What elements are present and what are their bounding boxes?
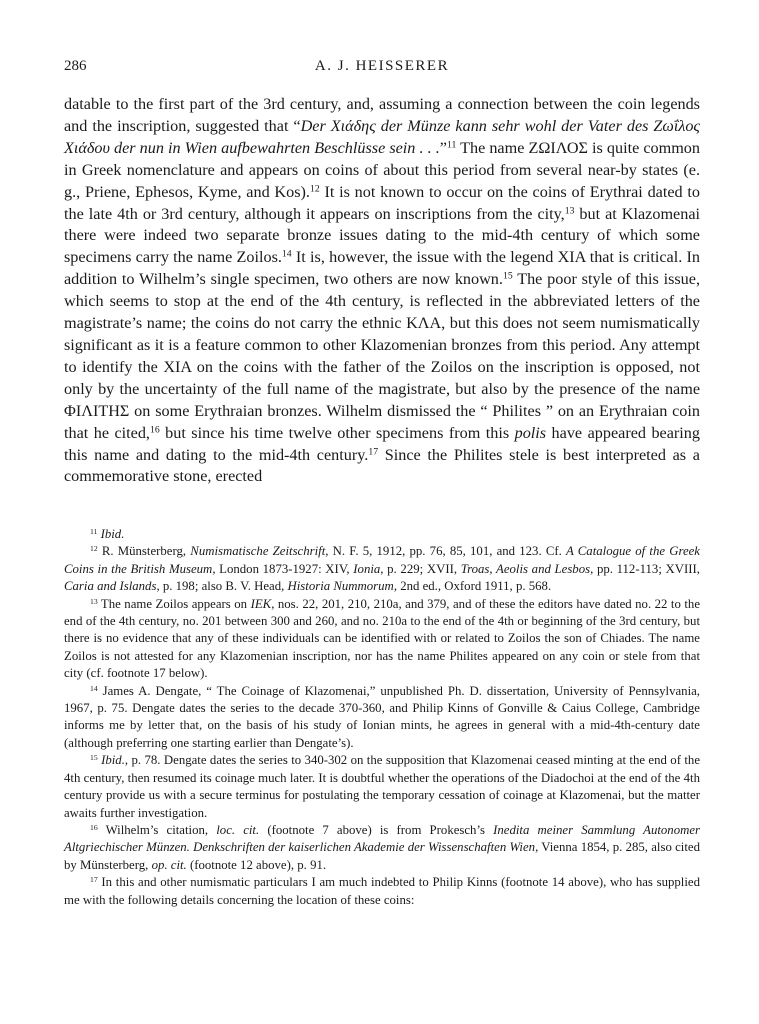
citation-title: Historia Nummorum (287, 579, 394, 594)
citation-title: IEK (250, 596, 272, 611)
citation-title: loc. cit. (216, 822, 260, 837)
text-run: It is not known to occur on the coins of Erythrai dated to the late 4th or 3rd century, although it appears on inscriptions from the city, (64, 182, 700, 223)
text-run: but at Klazomenai there were indeed two separate bronze issues dating to the mid-4th century of which some specimens carry the name Zoilos. (64, 204, 701, 267)
footnote-14 (64, 683, 700, 753)
footnote-text: , Vienna 1854, p. 285, also cited by Münsterberg, (64, 840, 700, 872)
german-quotation: Der Χιάδης der Münze kann sehr wohl der Vater des Ζωΐλος Χιάδου der nun in Wien aufbewahrten Beschlüsse sein . . . (64, 116, 701, 157)
footnote-text: James A. Dengate, “ The Coinage of Klazomenai,” unpublished Ph. D. dissertation, University of Pennsylvania, 1967, p. 75. Dengate dates the series to the decade 370-360, and Philip Kinns of Gonville & Caius College, Cambridge informs me by letter that, on the basis of his study of Ionian mints, he agrees in general with a mid-4th-century date (although preferring one starting earlier than Dengate’s). (64, 683, 700, 750)
footnote-number: 17 (90, 874, 98, 884)
body-paragraph (64, 94, 700, 488)
footnote-ref-17[interactable]: 17 (368, 446, 379, 458)
footnote-text: , nos. 22, 201, 210, 210a, and 379, and of these the editors have dated no. 22 to the end of the 4th century, no. 201 between 300 and 260, and no. 210a to the end of the 4th or beginning of the 3rd century, but there is no evidence that any of these individuals can be identified with or related to Zoilos the son of Chiades. The name Zoilos is not attested for any Klazomenian inscription, nor has the name Philites appeared on any coin or stele from that city (cf. footnote 17 below). (64, 596, 701, 681)
text-run: The name ΖΩΙΛΟΣ is quite common in Greek nomenclature and appears on coins of about this period from several near-by states (e. g., Priene, Ephesos, Kyme, and Kos). (64, 138, 700, 201)
text-run: but since his time twelve other specimens from this (159, 423, 515, 442)
footnote-text: , p. 78. Dengate dates the series to 340-302 on the supposition that Klazomenai ceased minting at the end of the 4th century, then resumed its coinage much later. It is doubtful whether the operations of the Diadochoi at the end of the 4th century provide us with a secure terminus for postulating the temporary cessation of coinage at Klazomenai, but the matter awaits further investigation. (64, 753, 701, 820)
italic-term: polis (514, 423, 547, 442)
footnote-12 (64, 543, 700, 595)
footnote-text: In this and other numismatic particulars I am much indebted to Philip Kinns (footnote 14 above), who has supplied me with the following details concerning the location of these coins: (64, 875, 700, 907)
footnote-number: 16 (90, 822, 98, 832)
footnote-text: Ibid. (100, 527, 125, 541)
running-head: A. J. HEISSERER (314, 58, 450, 74)
citation-title: Troas, Aeolis and Lesbos (460, 561, 591, 576)
footnote-ref-12[interactable]: 12 (309, 183, 320, 195)
footnote-ref-16[interactable]: 16 (149, 424, 160, 436)
footnote-13 (64, 596, 700, 683)
footnote-16 (64, 822, 700, 874)
citation-title: op. cit. (151, 857, 187, 872)
footnote-text: , pp. 112-113; XVIII, (590, 561, 700, 576)
footnote-ref-13[interactable]: 13 (564, 205, 575, 217)
footnote-text: , p. 198; also B. V. Head, (156, 579, 288, 594)
footnote-15 (64, 752, 700, 822)
text-run: have appeared bearing this name and dating to the mid-4th century. (64, 423, 700, 464)
footnote-number: 11 (90, 526, 98, 536)
footnote-number: 14 (90, 683, 98, 693)
footnote-ref-15[interactable]: 15 (502, 270, 513, 282)
page-number: 286 (64, 58, 87, 74)
footnotes-section (64, 526, 700, 909)
footnote-number: 12 (90, 544, 98, 554)
footnote-text: (footnote 7 above) is from Prokesch’s (259, 822, 494, 837)
footnote-number: 13 (90, 596, 98, 606)
footnote-text: , 2nd ed., Oxford 1911, p. 568. (393, 579, 552, 594)
footnote-text: , p. 229; XVII, (380, 561, 461, 576)
text-run: Since the Philites stele is best interpreted as a commemorative stone, erected (64, 445, 700, 486)
footnote-number: 15 (90, 753, 98, 763)
footnote-text: The name Zoilos appears on (97, 596, 251, 611)
footnote-text: R. Münsterberg, (97, 544, 191, 559)
footnote-ref-14[interactable]: 14 (281, 249, 292, 260)
text-run: ” (439, 138, 447, 157)
citation-title: Ionia (353, 561, 381, 576)
text-run: The poor style of this issue, which seems to stop at the end of the 4th century, is reflected in the abbreviated letters of the magistrate’s name; the coins do not carry the ethnic ΚΛΑ, but this does not seem numismatically significant as it is a feature common to other Klazomenian bronzes from this period. Any attempt to identify the ΧΙΑ on the coins with the father of the Zoilos on the inscription is opposed, not only by the uncertainty of the full name of the magistrate, but also by the presence of the name ΦΙΛΙΤΗΣ on some Erythraian bronzes. Wilhelm dismissed the “ Philites ” on an Erythraian coin that he cited, (64, 270, 700, 442)
citation-title: A Catalogue of the Greek Coins in the British Museum (64, 544, 700, 576)
text-run: It is, however, the issue with the legend ΧΙΑ that is critical. In addition to Wilhelm’s single specimen, two others are now known. (64, 248, 700, 289)
citation-title: Numismatische Zeitschrift (190, 544, 326, 559)
footnote-text: Wilhelm’s citation, (97, 822, 217, 837)
footnote-11 (64, 526, 700, 543)
citation-title: Inedita meiner Sammlung Autonomer Altgriechischer Münzen. Denkschriften der kaiserlichen Akademie der Wissenschaften Wien (64, 822, 700, 855)
footnote-text: (footnote 12 above), p. 91. (186, 857, 327, 872)
citation-title: Caria and Islands (64, 579, 157, 594)
text-run: datable to the first part of the 3rd century, and, assuming a connection between the coin legends and the inscription, suggested that “ (64, 95, 700, 135)
footnote-text: , N. F. 5, 1912, pp. 76, 85, 101, and 123. Cf. (325, 544, 566, 559)
citation-title: Ibid. (101, 753, 125, 768)
page-header (64, 58, 700, 80)
footnote-text: , London 1873-1927: XIV, (212, 561, 354, 576)
footnote-17 (64, 874, 700, 909)
footnote-ref-11[interactable]: 11 (446, 139, 457, 151)
